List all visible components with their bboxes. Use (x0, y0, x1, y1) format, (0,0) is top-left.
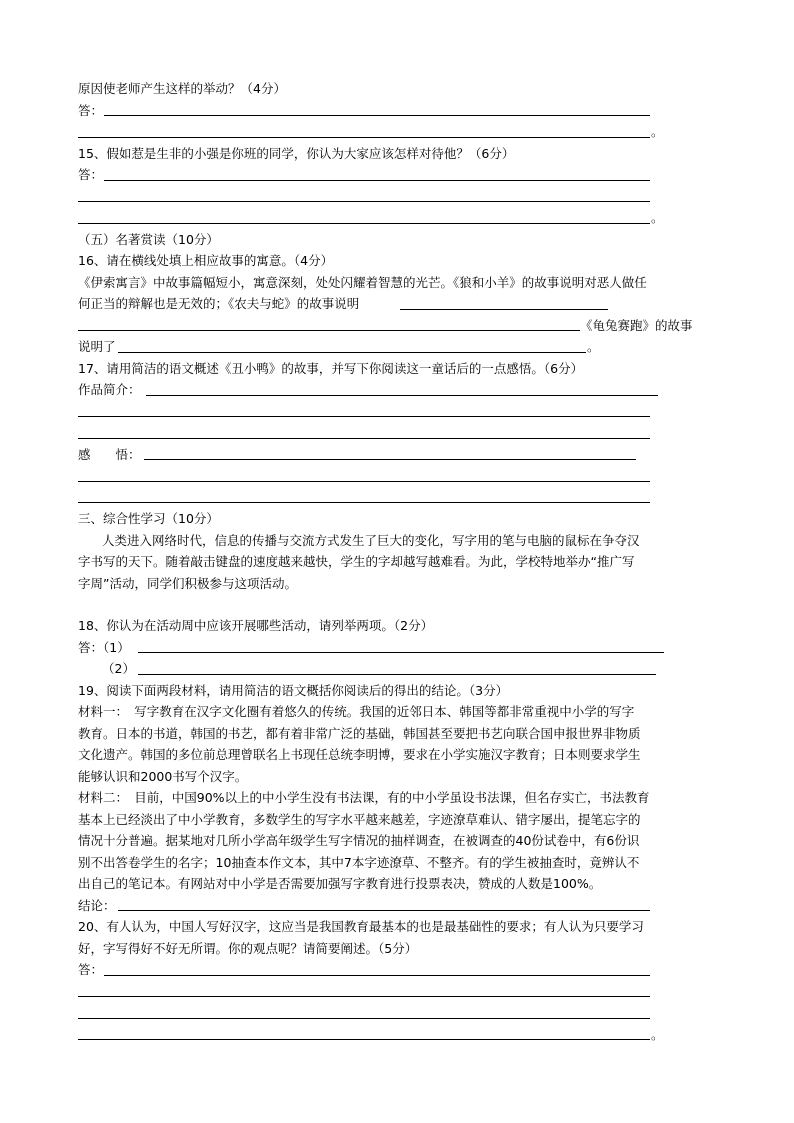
answer-label: 答： (78, 167, 104, 182)
q14-prompt-tail (78, 78, 718, 100)
q15-text: 15、假如惹是生非的小强是你班的同学，你认为大家应该怎样对待他？（6分） (78, 145, 515, 161)
answer-blank[interactable] (78, 223, 650, 224)
material-text: 教育。日本的书道，韩国的书艺，都有着非常广泛的基础，韩国甚至要把书艺向联合国申报世界非物质 (78, 725, 641, 741)
end-period: 。 (587, 339, 600, 354)
q16-body-text: 说明了 (78, 339, 116, 354)
q17-text: 17、请用简洁的语文概述《丑小鸭》的故事，并写下你阅读这一童话后的一点感悟。（6分） (78, 360, 584, 376)
answer-blank[interactable] (78, 996, 650, 997)
q20-answer-line-3 (78, 1002, 718, 1024)
material-text: 能够认识和2000书写个汉字。 (78, 768, 248, 784)
q20-answer-line-2 (78, 981, 718, 1003)
intro-text: 字周”活动，同学们积极参与这项活动。 (78, 575, 297, 591)
answer-blank[interactable] (144, 459, 636, 460)
answer-blank[interactable] (78, 330, 580, 331)
answer-blank[interactable] (104, 115, 650, 116)
answer-blank[interactable] (78, 201, 650, 202)
q14-answer-line-2 (78, 121, 718, 143)
material-text: 别不出答卷学生的名字；10抽查本作文本，其中7本字迹潦草、不整齐。有的学生被抽查时，竟辨认不 (78, 854, 640, 870)
answer-blank[interactable] (138, 652, 664, 653)
answer-label: 答： (78, 102, 104, 118)
answer-blank[interactable] (104, 975, 650, 976)
q19-prompt (78, 680, 718, 702)
q15-answer-line-2 (78, 186, 718, 208)
material1-line-2 (78, 723, 718, 745)
q19-conclusion-line (78, 895, 718, 917)
q16-line-2 (78, 293, 718, 315)
item-label: （2） (102, 661, 135, 676)
intro-text: 人类进入网络时代，信息的传播与交流方式发生了巨大的变化，写字用的笔与电脑的鼠标在争夺汉 (102, 532, 640, 548)
section-heading: （五）名著赏读（10分） (78, 231, 219, 247)
material-text: 情况十分普遍。据某地对几所小学高年级学生写字情况的抽样调查，在被调查的40份试卷中，有6份识 (78, 833, 640, 848)
answer-blank[interactable] (78, 481, 650, 482)
q16-body-text: 《龟兔赛跑》的故事 (580, 317, 693, 333)
q14-text: 原因使老师产生这样的举动？（4分） (78, 81, 286, 96)
q20-answer-line-4 (78, 1024, 718, 1046)
q17-reflection-line-1 (78, 444, 718, 466)
section5-heading (78, 229, 718, 251)
q18-answer-line-1 (78, 637, 718, 659)
exam-page (78, 78, 718, 1045)
material-text: 材料一： 写字教育在汉字文化圈有着悠久的传统。我国的近邻日本、韩国等都非常重视中小学的写字 (78, 704, 635, 719)
q16-text: 16、请在横线处填上相应故事的寓意。（4分） (78, 253, 334, 268)
material-text: 材料二： 目前，中国90%以上的中小学生没有书法课，有的中小学虽设书法课，但名存实亡，书法教育 (78, 790, 650, 805)
answer-blank[interactable] (400, 309, 608, 310)
section3-intro-line-3 (78, 573, 718, 595)
answer-blank[interactable] (78, 137, 650, 138)
q16-body-text: 《伊索寓言》中故事篇幅短小，寓意深刻，处处闪耀着智慧的光芒。《狼和小羊》的故事说明对恶人做任 (78, 274, 647, 290)
conclusion-label: 结论： (78, 897, 116, 913)
q16-line-1 (78, 272, 718, 294)
material1-line-3 (78, 744, 718, 766)
material2-line-3 (78, 830, 718, 852)
q15-answer-line-3 (78, 207, 718, 229)
q17-summary-line-1 (78, 379, 718, 401)
section3-intro-line-1 (78, 530, 718, 552)
section3-heading (78, 508, 718, 530)
material-text: 文化遗产。韩国的多位前总理曾联名上书现任总统李明博，要求在小学实施汉字教育；日本则要求学生 (78, 747, 641, 762)
answer-blank[interactable] (118, 352, 586, 353)
q17-prompt (78, 358, 718, 380)
q20-prompt-line-2 (78, 938, 718, 960)
intro-text: 字书写的天下。随着敲击键盘的速度越来越快，学生的字却越写越难看。为此，学校特地举办“推广写 (78, 554, 635, 569)
q17-reflection-line-2 (78, 465, 718, 487)
summary-label: 作品简介： (78, 382, 141, 397)
section-heading: 三、综合性学习（10分） (78, 511, 219, 526)
q18-answer-line-2 (78, 658, 718, 680)
q16-line-4 (78, 336, 718, 358)
q16-prompt (78, 250, 718, 272)
answer-blank[interactable] (78, 502, 650, 503)
material1-line-4 (78, 766, 718, 788)
q20-prompt-line-1 (78, 916, 718, 938)
end-period: 。 (651, 1026, 664, 1042)
q14-answer-line-1 (78, 100, 718, 122)
material-text: 出自己的笔记本。有网站对中小学是否需要加强写字教育进行投票表决，赞成的人数是100%。 (78, 876, 602, 891)
answer-blank[interactable] (138, 674, 656, 675)
answer-blank[interactable] (78, 1039, 650, 1040)
material2-line-2 (78, 809, 718, 831)
answer-blank[interactable] (78, 438, 650, 439)
answer-blank[interactable] (146, 395, 658, 396)
end-period: 。 (651, 210, 664, 225)
material2-line-1 (78, 787, 718, 809)
material2-line-4 (78, 852, 718, 874)
answer-blank[interactable] (78, 416, 650, 417)
q17-reflection-line-3 (78, 487, 718, 509)
reflection-label: 感 悟： (78, 446, 141, 462)
q17-summary-line-3 (78, 422, 718, 444)
q18-text: 18、你认为在活动周中应该开展哪些活动，请列举两项。（2分） (78, 618, 434, 633)
end-period: 。 (651, 124, 664, 139)
material2-line-5 (78, 873, 718, 895)
q15-prompt (78, 143, 718, 165)
section3-intro-line-2 (78, 551, 718, 573)
material-text: 基本上已经淡出了中小学教育，多数学生的写字水平越来越差，字迹潦草难认、错字屡出，提笔忘字的 (78, 811, 641, 827)
q15-answer-line-1 (78, 164, 718, 186)
q20-text: 好，字写得好不好无所谓。你的观点呢？请简要阐述。（5分） (78, 940, 418, 956)
answer-label: 答：（1） (78, 639, 130, 655)
q20-answer-line-1 (78, 959, 718, 981)
q16-body-text: 何正当的辩解也是无效的；《农夫与蛇》的故事说明 (78, 296, 360, 311)
q16-line-3 (78, 315, 718, 337)
q17-summary-line-2 (78, 401, 718, 423)
answer-label: 答： (78, 962, 104, 977)
answer-blank[interactable] (78, 1018, 650, 1019)
q20-text: 20、有人认为，中国人写好汉字，这应当是我国教育最基本的也是最基础性的要求；有人认为只要学习 (78, 919, 644, 934)
material1-line-1 (78, 701, 718, 723)
answer-blank[interactable] (118, 910, 650, 911)
q18-prompt (78, 615, 718, 637)
q19-text: 19、阅读下面两段材料，请用简洁的语文概括你阅读后的得出的结论。（3分） (78, 682, 509, 698)
answer-blank[interactable] (104, 180, 650, 181)
spacer (78, 594, 718, 615)
